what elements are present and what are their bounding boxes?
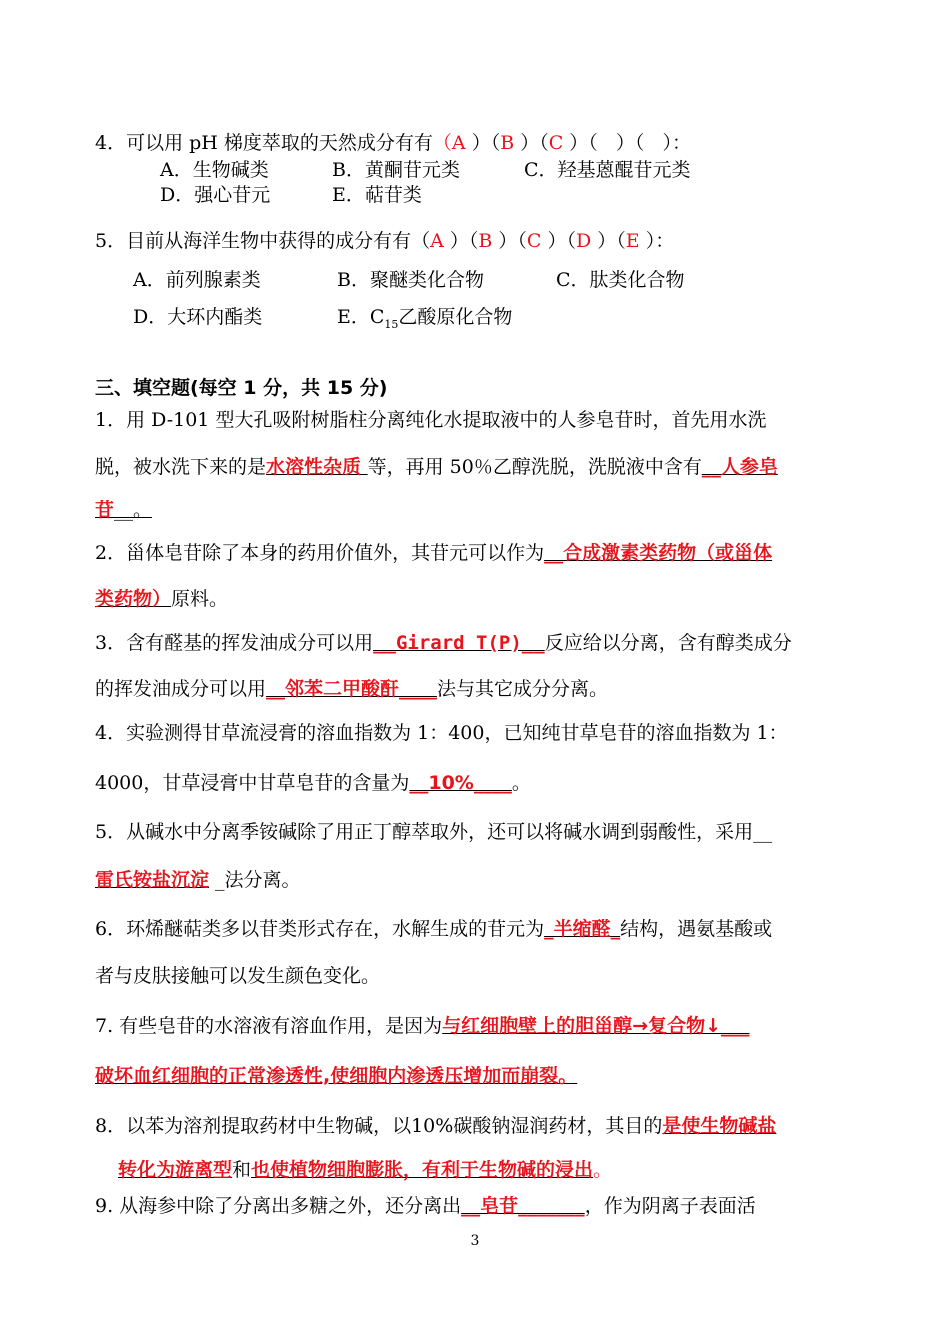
- question-text: 原料。: [171, 588, 229, 610]
- mc-answer: C: [548, 132, 564, 154]
- question-text: 。: [511, 772, 531, 794]
- question-text: __。: [114, 499, 153, 521]
- fill-question-7-line-2: [95, 1063, 870, 1089]
- question-text: 2．甾体皂苷除了本身的药用价值外，其苷元可以作为: [95, 542, 545, 564]
- mc-option: D．强心苷元: [160, 184, 271, 206]
- question-text: 7. 有些皂苷的水溶液有溶血作用，是因为: [95, 1015, 443, 1037]
- fill-question-7-line-1: [95, 1013, 870, 1039]
- answer-text: __皂苷_______: [461, 1195, 585, 1217]
- fill-question-6-line-2: 者与皮肤接触可以发生颜色变化。: [95, 965, 381, 987]
- mc-question-stem: 5．目前从海洋生物中获得的成分有有: [95, 230, 412, 252]
- fill-question-1-line-2: [95, 454, 870, 480]
- answer-text: __10%____: [409, 772, 512, 794]
- mc-question-end: ：: [672, 132, 692, 154]
- answer-text: __合成激素类药物（或甾体: [544, 542, 773, 564]
- question-text: 3．含有醛基的挥发油成分可以用: [95, 632, 374, 654]
- mc-answer: D: [576, 230, 592, 252]
- answer-text: 也使植物细胞膨胀，有利于生物碱的浸出: [251, 1159, 594, 1181]
- mc-option: B．聚醚类化合物: [337, 269, 484, 291]
- question-text: 法与其它成分分离。: [437, 678, 609, 700]
- section-heading: 三、填空题(每空 1 分，共 15 分): [95, 377, 388, 399]
- mc-option: C．肽类化合物: [556, 269, 685, 291]
- question-text: ，作为阴离子表面活: [584, 1195, 756, 1217]
- mc-option: D．大环内酯类: [133, 306, 263, 328]
- answer-text: 是使生物碱盐: [662, 1115, 777, 1137]
- question-text: 9. 从海参中除了分离出多糖之外，还分离出: [95, 1195, 462, 1217]
- mc-option: A．前列腺素类: [133, 269, 261, 291]
- question-text: _法分离。: [209, 869, 301, 891]
- question-text: 脱，被水洗下来的是: [95, 456, 267, 478]
- fill-question-9-line-1: [95, 1193, 870, 1219]
- mc-option-text: E．C: [337, 306, 385, 328]
- mc-option: [337, 302, 512, 331]
- answer-text: 转化为游离型: [118, 1159, 233, 1181]
- fill-question-5-line-1: 5．从碱水中分离季铵碱除了用正丁醇萃取外，还可以将碱水调到弱酸性，采用__: [95, 821, 773, 843]
- question-text: 4000，甘草浸膏中甘草皂苷的含量为: [95, 772, 410, 794]
- mc-option-text: 乙酸原化合物: [398, 306, 513, 328]
- fill-question-1-line-3: [95, 497, 870, 523]
- mc-question-4: 4．可以用 pH 梯度萃取的天然成分有有（A ）（B ）（C ）（ ）（ ）：: [95, 132, 692, 154]
- mc-answer: A: [451, 132, 466, 154]
- answer-text: 雷氏铵盐沉淀: [95, 869, 210, 891]
- mc-answer: C: [526, 230, 542, 252]
- mc-question-end: ：: [655, 230, 675, 252]
- mc-answer: B: [478, 230, 493, 252]
- fill-question-6-line-1: [95, 916, 870, 942]
- question-text: 反应给以分离，含有醇类成分: [544, 632, 792, 654]
- answer-text: __邻苯二甲酸酐____: [266, 678, 438, 700]
- subscript: 15: [384, 317, 399, 331]
- mc-answer: E: [625, 230, 640, 252]
- answer-text: 与红细胞壁上的胆甾醇→复合物↓___: [442, 1015, 750, 1037]
- question-text: 。: [593, 1159, 613, 1181]
- question-text: 6．环烯醚萜类多以苷类形式存在，水解生成的苷元为: [95, 918, 545, 940]
- mc-option: A．生物碱类: [160, 159, 269, 181]
- mc-question-stem: 4．可以用 pH 梯度萃取的天然成分有有: [95, 132, 433, 154]
- answer-text: _半缩醛_: [544, 918, 621, 940]
- mc-question-5: 5．目前从海洋生物中获得的成分有有（A ）（B ）（C ）（D ）（E ）：: [95, 230, 675, 252]
- question-text: 8．以苯为溶剂提取药材中生物碱，以10%碳酸钠湿润药材，其目的: [95, 1115, 663, 1137]
- mc-answer: A: [430, 230, 444, 252]
- fill-question-8-line-2: [118, 1157, 893, 1183]
- answer-text: 类药物）: [95, 588, 172, 610]
- fill-question-2-line-1: [95, 540, 870, 566]
- question-text: 和: [232, 1159, 252, 1181]
- fill-question-4-line-2: [95, 770, 870, 796]
- mc-answer: B: [500, 132, 515, 154]
- fill-question-3-line-2: [95, 676, 870, 702]
- answer-text: __Girard T(P)__: [373, 632, 545, 654]
- mc-option: B．黄酮苷元类: [332, 159, 460, 181]
- mc-option: C．羟基蒽醌苷元类: [524, 159, 691, 181]
- fill-question-8-line-1: [95, 1113, 870, 1139]
- answer-text: 苷: [95, 499, 115, 521]
- question-text: 结构，遇氨基酸或: [620, 918, 773, 940]
- fill-question-1-line-1: 1．用 D-101 型大孔吸附树脂柱分离纯化水提取液中的人参皂苷时，首先用水洗: [95, 409, 767, 431]
- question-text: 的挥发油成分可以用: [95, 678, 267, 700]
- fill-question-2-line-2: [95, 586, 870, 612]
- answer-text: __人参皂: [701, 456, 778, 478]
- answer-text: 水溶性杂质: [266, 456, 368, 478]
- fill-question-3-line-1: [95, 630, 870, 656]
- fill-question-5-line-2: [95, 867, 870, 893]
- answer-text: 破坏血红细胞的正常渗透性,使细胞内渗透压增加而崩裂。: [95, 1065, 578, 1087]
- fill-question-4-line-1: 4．实验测得甘草流浸膏的溶血指数为 1：400，已知纯甘草皂苷的溶血指数为 1：: [95, 722, 788, 744]
- page-number: 3: [470, 1233, 480, 1249]
- question-text: 等，再用 50％乙醇洗脱，洗脱液中含有: [367, 456, 702, 478]
- mc-option: E．萜苷类: [332, 184, 422, 206]
